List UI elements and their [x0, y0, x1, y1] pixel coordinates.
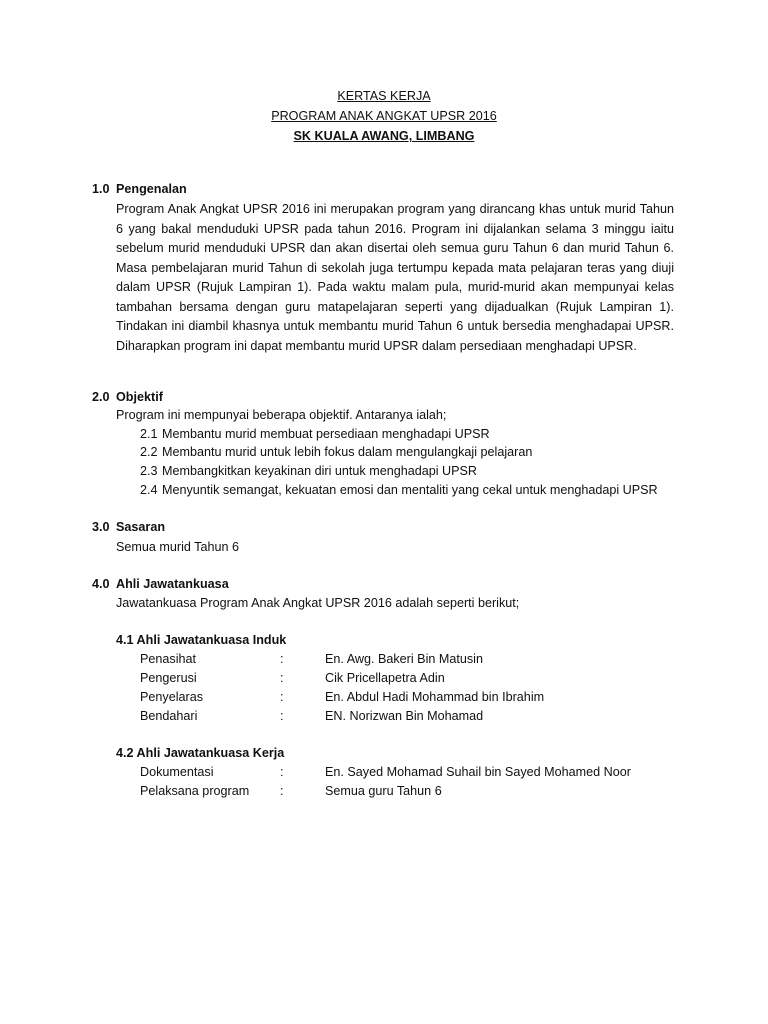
jawatankuasa-intro: Jawatankuasa Program Anak Angkat UPSR 2016 adalah seperti berikut;	[116, 596, 520, 610]
separator-colon: :	[280, 671, 284, 685]
section-heading-ahli-jawatankuasa	[92, 574, 229, 594]
document-title: KERTAS KERJA	[337, 89, 431, 103]
objective-text: Membangkitkan keyakinan diri untuk menghadapi UPSR	[162, 464, 478, 478]
committee-role: Pengerusi	[140, 671, 197, 685]
objective-item	[140, 424, 490, 444]
objective-text: Menyuntik semangat, kekuatan emosi dan mentaliti yang cekal untuk menghadapi UPSR	[162, 483, 658, 497]
school-title: SK KUALA AWANG, LIMBANG	[293, 129, 475, 143]
committee-member-name: En. Sayed Mohamad Suhail bin Sayed Mohamed Noor	[325, 765, 631, 779]
objective-text: Membantu murid membuat persediaan menghadapi UPSR	[162, 427, 490, 441]
section-number: 3.0	[92, 520, 110, 534]
section-number: 4.0	[92, 577, 110, 591]
section-heading-pengenalan	[92, 179, 187, 199]
committee-role: Penasihat	[140, 652, 197, 666]
objective-number: 2.4	[140, 483, 158, 497]
objective-number: 2.2	[140, 445, 158, 459]
sasaran-text: Semua murid Tahun 6	[116, 540, 239, 554]
separator-colon: :	[280, 784, 284, 798]
committee-role: Pelaksana program	[140, 784, 250, 798]
committee-member-name: EN. Norizwan Bin Mohamad	[325, 709, 484, 723]
subsection-heading-induk: 4.1 Ahli Jawatankuasa Induk	[116, 633, 287, 647]
committee-role: Bendahari	[140, 709, 198, 723]
committee-role: Dokumentasi	[140, 765, 214, 779]
separator-colon: :	[280, 765, 284, 779]
committee-row	[140, 762, 700, 782]
objective-item	[140, 461, 477, 481]
committee-member-name: En. Abdul Hadi Mohammad bin Ibrahim	[325, 690, 545, 704]
committee-member-name: Semua guru Tahun 6	[325, 784, 442, 798]
subsection-heading-kerja: 4.2 Ahli Jawatankuasa Kerja	[116, 746, 285, 760]
section-title: Objektif	[116, 390, 163, 404]
committee-row	[140, 781, 700, 801]
section-heading-objektif	[92, 387, 163, 407]
separator-colon: :	[280, 709, 284, 723]
objective-number: 2.1	[140, 427, 158, 441]
section-title: Ahli Jawatankuasa	[116, 577, 229, 591]
objektif-intro: Program ini mempunyai beberapa objektif. Antaranya ialah;	[116, 408, 447, 422]
separator-colon: :	[280, 690, 284, 704]
objective-text: Membantu murid untuk lebih fokus dalam mengulangkaji pelajaran	[162, 445, 533, 459]
objective-item	[140, 442, 532, 462]
pengenalan-paragraph: Program Anak Angkat UPSR 2016 ini merupakan program yang dirancang khas untuk murid Tahun 6 yang bakal menduduki UPSR pada tahun 2016. Program ini dijalankan selama 3 minggu iaitu sebelum murid menduduki UPSR dan akan disertai oleh semua guru Tahun 6 dan murid Tahun 6. Masa pembelajaran murid Tahun di sekolah juga tertumpu kepada mata pelajaran teras yang diuji dalam UPSR (Rujuk Lampiran 1). Pada waktu malam pula, murid-murid akan mempunyai kelas tambahan bersama dengan guru matapelajaran seperti yang dijadualkan (Rujuk Lampiran 1). Tindakan ini diambil khasnya untuk membantu murid Tahun 6 untuk bersedia menghadapai UPSR. Diharapkan program ini dapat membantu murid UPSR dalam persediaan menghadapi UPSR.	[116, 202, 674, 353]
committee-member-name: Cik Pricellapetra Adin	[325, 671, 445, 685]
committee-row	[140, 687, 700, 707]
committee-member-name: En. Awg. Bakeri Bin Matusin	[325, 652, 483, 666]
document-title-block	[0, 86, 768, 146]
committee-row	[140, 706, 700, 726]
section-title: Sasaran	[116, 520, 166, 534]
program-title: PROGRAM ANAK ANGKAT UPSR 2016	[271, 109, 497, 123]
committee-row	[140, 649, 700, 669]
committee-role: Penyelaras	[140, 690, 204, 704]
separator-colon: :	[280, 652, 284, 666]
objective-number: 2.3	[140, 464, 158, 478]
section-heading-sasaran	[92, 517, 165, 537]
section-number: 1.0	[92, 182, 110, 196]
objective-item	[140, 480, 658, 500]
section-number: 2.0	[92, 390, 110, 404]
section-title: Pengenalan	[116, 182, 187, 196]
committee-row	[140, 668, 700, 688]
